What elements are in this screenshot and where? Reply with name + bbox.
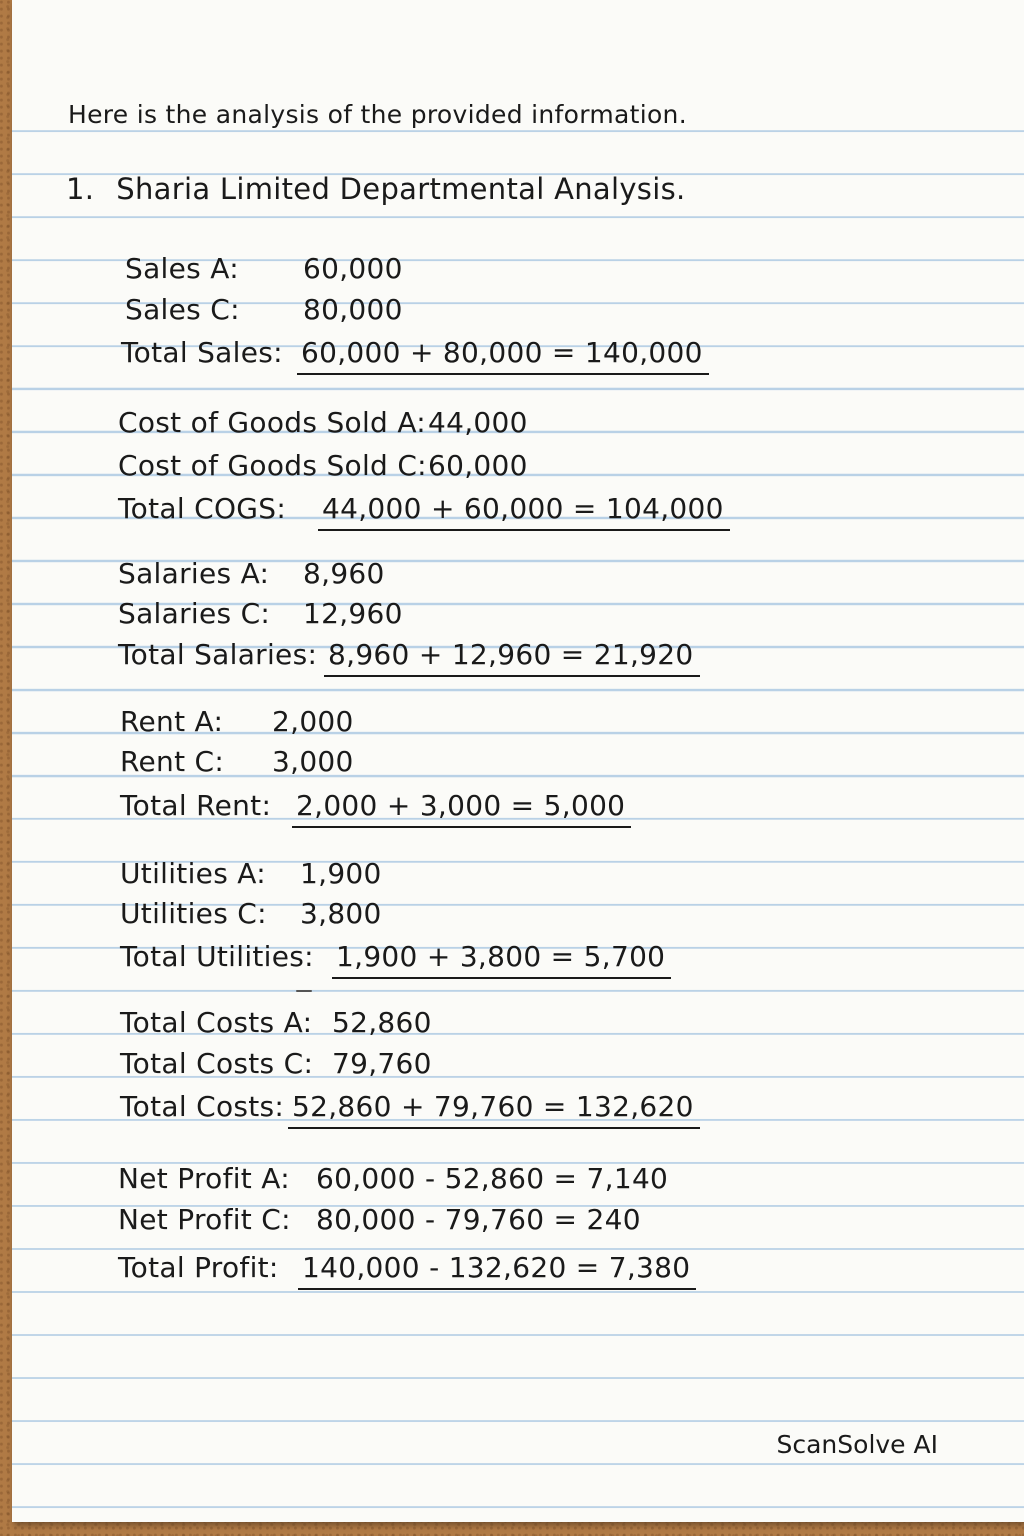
net-profit-c-label: Net Profit C: — [118, 1203, 291, 1236]
total-costs-label: Total Costs: — [120, 1090, 285, 1123]
total-profit-equation — [298, 1251, 696, 1290]
total-profit-label: Total Profit: — [118, 1251, 279, 1284]
total-costs-a-row — [120, 1006, 432, 1039]
sales-c-row — [125, 293, 403, 326]
salaries-c-row — [118, 597, 403, 630]
total-costs-row — [120, 1090, 694, 1123]
signature-text: ScanSolve AI — [776, 1430, 938, 1459]
page-top-margin — [12, 0, 1024, 89]
total-rent-equation — [292, 789, 631, 828]
total-cogs-equation-text: 44,000 + 60,000 = 104,000 — [318, 494, 730, 531]
total-rent-row — [120, 789, 626, 822]
total-rent-equation-text: 2,000 + 3,000 = 5,000 — [292, 791, 631, 828]
salaries-a-row — [118, 557, 385, 590]
rent-c-value: 3,000 — [272, 745, 354, 778]
total-sales-label: Total Sales: — [121, 336, 283, 369]
intro-text: Here is the analysis of the provided information. — [68, 100, 687, 129]
net-profit-c-value: 80,000 - 79,760 = 240 — [316, 1203, 641, 1236]
total-sales-equation-text: 60,000 + 80,000 = 140,000 — [297, 338, 709, 375]
sales-a-row — [125, 252, 403, 285]
total-costs-a-value: 52,860 — [332, 1006, 432, 1039]
total-sales-equation — [297, 336, 709, 375]
sales-c-label: Sales C: — [125, 293, 240, 326]
total-profit-equation-text: 140,000 - 132,620 = 7,380 — [298, 1253, 696, 1290]
section-number: 1. — [66, 172, 95, 206]
cogs-a-value: 44,000 — [428, 406, 528, 439]
salaries-c-label: Salaries C: — [118, 597, 271, 630]
rent-c-label: Rent C: — [120, 745, 225, 778]
rent-a-row — [120, 705, 354, 738]
rent-a-value: 2,000 — [272, 705, 354, 738]
sales-c-value: 80,000 — [303, 293, 403, 326]
utilities-a-label: Utilities A: — [120, 857, 266, 890]
net-profit-c-row — [118, 1203, 641, 1236]
total-costs-c-label: Total Costs C: — [120, 1047, 314, 1080]
utilities-c-value: 3,800 — [300, 897, 382, 930]
utilities-c-label: Utilities C: — [120, 897, 267, 930]
total-salaries-equation — [324, 638, 700, 677]
total-salaries-label: Total Salaries: — [118, 638, 318, 671]
utilities-a-value: 1,900 — [300, 857, 382, 890]
cogs-c-label: Cost of Goods Sold C: — [118, 449, 427, 482]
rent-c-row — [120, 745, 354, 778]
section-title: Sharia Limited Departmental Analysis. — [116, 172, 686, 206]
cogs-a-row — [118, 406, 528, 439]
section-heading — [66, 172, 686, 206]
total-cogs-label: Total COGS: — [118, 492, 287, 525]
sales-a-value: 60,000 — [303, 252, 403, 285]
salaries-a-label: Salaries A: — [118, 557, 270, 590]
total-costs-a-label: Total Costs A: — [120, 1006, 313, 1039]
total-cogs-equation — [318, 492, 730, 531]
total-costs-equation-text: 52,860 + 79,760 = 132,620 — [288, 1092, 700, 1129]
utilities-c-row — [120, 897, 382, 930]
cogs-c-row — [118, 449, 528, 482]
total-sales-row — [121, 336, 703, 369]
salaries-c-value: 12,960 — [303, 597, 403, 630]
total-cogs-row — [118, 492, 724, 525]
total-profit-row — [118, 1251, 691, 1284]
total-utilities-row — [120, 940, 666, 973]
total-salaries-equation-text: 8,960 + 12,960 = 21,920 — [324, 640, 700, 677]
utilities-a-row — [120, 857, 382, 890]
cogs-a-label: Cost of Goods Sold A: — [118, 406, 427, 439]
total-utilities-equation — [332, 940, 671, 979]
net-profit-a-label: Net Profit A: — [118, 1162, 290, 1195]
total-utilities-equation-text: 1,900 + 3,800 = 5,700 — [332, 942, 671, 979]
sales-a-label: Sales A: — [125, 252, 239, 285]
net-profit-a-row — [118, 1162, 669, 1195]
pen-stroke-mark — [296, 990, 312, 992]
total-costs-c-row — [120, 1047, 432, 1080]
total-rent-label: Total Rent: — [120, 789, 272, 822]
total-utilities-label: Total Utilities: — [120, 940, 314, 973]
total-costs-c-value: 79,760 — [332, 1047, 432, 1080]
total-salaries-row — [118, 638, 694, 671]
cogs-c-value: 60,000 — [428, 449, 528, 482]
salaries-a-value: 8,960 — [303, 557, 385, 590]
net-profit-a-value: 60,000 - 52,860 = 7,140 — [316, 1162, 669, 1195]
rent-a-label: Rent A: — [120, 705, 224, 738]
total-costs-equation — [288, 1090, 700, 1129]
